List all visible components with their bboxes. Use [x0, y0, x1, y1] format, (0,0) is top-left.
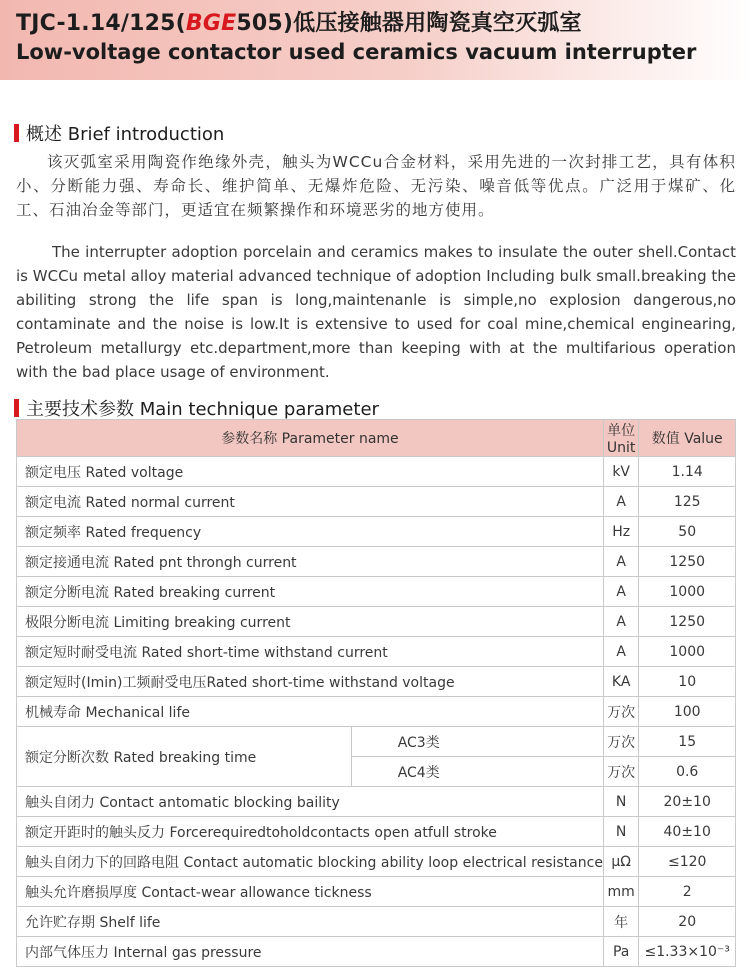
- param-name: 触头自闭力 Contact antomatic blocking baility: [17, 787, 604, 817]
- table-row: [17, 607, 736, 637]
- brief-heading: [14, 120, 224, 146]
- param-name: 额定频率 Rated frequency: [17, 517, 604, 547]
- param-subcategory: AC4类: [351, 757, 603, 787]
- heading-bar-marker: [14, 124, 19, 142]
- table-row: [17, 637, 736, 667]
- table-row: [17, 907, 736, 937]
- brief-heading-text: 概述 Brief introduction: [26, 124, 225, 145]
- param-value: 1250: [639, 607, 736, 637]
- param-name: 机械寿命 Mechanical life: [17, 697, 604, 727]
- param-unit: μΩ: [603, 847, 638, 877]
- param-value: 125: [639, 487, 736, 517]
- table-row: [17, 877, 736, 907]
- table-row: [17, 697, 736, 727]
- param-value: 20: [639, 907, 736, 937]
- table-row: [17, 787, 736, 817]
- title-prefix: TJC-1.14/125(: [16, 11, 186, 36]
- heading-bar-marker: [14, 399, 19, 417]
- params-heading: [14, 395, 379, 421]
- param-value: 100: [639, 697, 736, 727]
- table-row: [17, 817, 736, 847]
- col-header-name: 参数名称 Parameter name: [17, 420, 604, 457]
- param-name: 额定短时耐受电流 Rated short-time withstand current: [17, 637, 604, 667]
- param-name: 额定分断电流 Rated breaking current: [17, 577, 604, 607]
- param-unit: KA: [603, 667, 638, 697]
- page-header: [0, 0, 753, 80]
- param-unit: A: [603, 637, 638, 667]
- product-title: [16, 6, 582, 37]
- param-value: 1000: [639, 637, 736, 667]
- param-value: 2: [639, 877, 736, 907]
- param-value: 50: [639, 517, 736, 547]
- param-value: ≤1.33×10⁻³: [639, 937, 736, 967]
- param-value: 20±10: [639, 787, 736, 817]
- param-unit: A: [603, 487, 638, 517]
- table-header-row: [17, 420, 736, 457]
- param-name: 允许贮存期 Shelf life: [17, 907, 604, 937]
- param-unit: 万次: [603, 757, 638, 787]
- table-row: [17, 517, 736, 547]
- brief-text-cn: 该灭弧室采用陶瓷作绝缘外壳，触头为WCCu合金材料，采用先进的一次封排工艺，具有体积小、分断能力强、寿命长、维护简单、无爆炸危险、无污染、噪音低等优点。广泛用于煤矿、化工、石油冶金等部门，更适宜在频繁操作和环境恶劣的地方使用。: [16, 153, 736, 219]
- table-row: [17, 937, 736, 967]
- product-subtitle: Low-voltage contactor used ceramics vacuum interrupter: [16, 40, 697, 64]
- param-name: 内部气体压力 Internal gas pressure: [17, 937, 604, 967]
- params-heading-text: 主要技术参数 Main technique parameter: [26, 399, 379, 420]
- col-header-unit: 单位 Unit: [603, 420, 638, 457]
- param-value: 10: [639, 667, 736, 697]
- col-header-value: 数值 Value: [639, 420, 736, 457]
- param-name: 额定短时(Imin)工频耐受电压Rated short-time withstand voltage: [17, 667, 604, 697]
- table-row: [17, 667, 736, 697]
- param-value: 15: [639, 727, 736, 757]
- param-unit: mm: [603, 877, 638, 907]
- param-name: 额定电压 Rated voltage: [17, 457, 604, 487]
- table-body: [17, 457, 736, 967]
- table-row: [17, 727, 736, 757]
- param-unit: A: [603, 577, 638, 607]
- param-value: 40±10: [639, 817, 736, 847]
- param-unit: 年: [603, 907, 638, 937]
- table-row: [17, 547, 736, 577]
- title-suffix: 505)低压接触器用陶瓷真空灭弧室: [236, 11, 582, 36]
- brand-logo: BGE: [185, 11, 237, 36]
- param-value: 1250: [639, 547, 736, 577]
- param-unit: A: [603, 607, 638, 637]
- param-name: 额定接通电流 Rated pnt throngh current: [17, 547, 604, 577]
- param-name: 触头自闭力下的回路电阻 Contact automatic blocking ability loop electrical resistance: [17, 847, 604, 877]
- param-unit: 万次: [603, 697, 638, 727]
- parameter-table: [16, 419, 736, 967]
- param-value: 1000: [639, 577, 736, 607]
- param-unit: N: [603, 817, 638, 847]
- param-unit: N: [603, 787, 638, 817]
- table-row: [17, 457, 736, 487]
- table-row: [17, 847, 736, 877]
- param-name: 极限分断电流 Limiting breaking current: [17, 607, 604, 637]
- param-name: 额定分断次数 Rated breaking time: [17, 727, 352, 787]
- param-unit: Pa: [603, 937, 638, 967]
- param-subcategory: AC3类: [351, 727, 603, 757]
- param-name: 额定电流 Rated normal current: [17, 487, 604, 517]
- param-name: 触头允许磨损厚度 Contact-wear allowance tickness: [17, 877, 604, 907]
- brief-text-en: The interrupter adoption porcelain and ceramics makes to insulate the outer shell.Contact is WCCu metal alloy material advanced technique of adoption Including bulk small.breaking the abiliting strong the life span is long,maintenanle is simple,no explosion dangerous,no contaminate and the noise is low.It is extensive to used for coal mine,chemical enginearing, Petroleum metallurgy etc.department,more than keeping with at the multifarious operation with the bad place usage of environment.: [16, 243, 736, 381]
- param-unit: kV: [603, 457, 638, 487]
- param-value: 0.6: [639, 757, 736, 787]
- param-name: 额定开距时的触头反力 Forcerequiredtoholdcontacts open atfull stroke: [17, 817, 604, 847]
- param-unit: Hz: [603, 517, 638, 547]
- table-row: [17, 487, 736, 517]
- param-unit: 万次: [603, 727, 638, 757]
- table-row: [17, 577, 736, 607]
- param-value: ≤120: [639, 847, 736, 877]
- param-unit: A: [603, 547, 638, 577]
- param-value: 1.14: [639, 457, 736, 487]
